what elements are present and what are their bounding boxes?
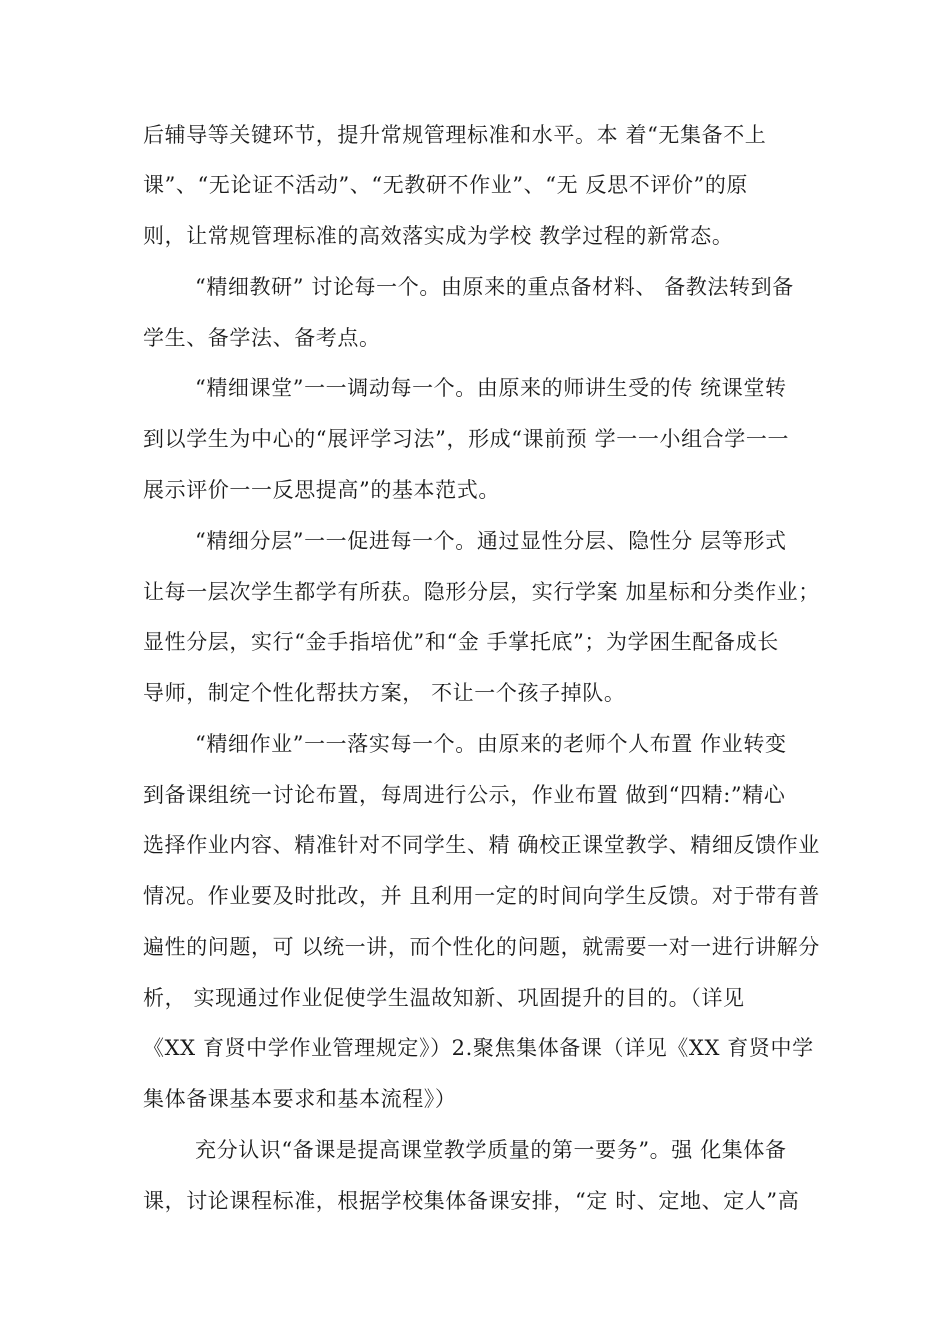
text-line: 让每一层次学生都学有所获。隐形分层，实行学案 加星标和分类作业；: [143, 580, 820, 604]
text-line: 导师，制定个性化帮扶方案， 不让一个孩子掉队。: [143, 681, 626, 705]
text-line: 后辅导等关键环节，提升常规管理标准和水平。本 着“无集备不上: [143, 123, 767, 147]
paragraph-start-line: 充分认识“备课是提高课堂教学质量的第一要务”。强 化集体备: [195, 1138, 787, 1162]
text-line: 课，讨论课程标准，根据学校集体备课安排，“定 时、定地、定人”高: [143, 1189, 800, 1213]
text-line: 则，让常规管理标准的高效落实成为学校 教学过程的新常态。: [143, 224, 734, 248]
text-line: 《XX 育贤中学作业管理规定》）2.聚焦集体备课（详见《XX 育贤中学: [143, 1036, 814, 1060]
paragraph-start-line: “精细作业”一一落实每一个。由原来的老师个人布置 作业转变: [195, 732, 787, 756]
text-line: 情况。作业要及时批改，并 且利用一定的时间向学生反馈。对于带有普: [143, 884, 820, 908]
text-line: 展示评价一一反思提高”的基本范式。: [143, 478, 500, 502]
paragraph-start-line: “精细分层”一一促进每一个。通过显性分层、隐性分 层等形式: [195, 529, 787, 553]
text-line: 到备课组统一讨论布置，每周进行公示，作业布置 做到“四精:”精心: [143, 783, 786, 807]
paragraph-start-line: “精细课堂”一一调动每一个。由原来的师讲生受的传 统课堂转: [195, 376, 787, 400]
text-line: 选择作业内容、精准针对不同学生、精 确校正课堂教学、精细反馈作业: [143, 833, 820, 857]
text-line: 显性分层，实行“金手指培优”和“金 手掌托底”；为学困生配备成长: [143, 630, 779, 654]
text-line: 集体备课基本要求和基本流程》）: [143, 1087, 457, 1111]
text-line: 遍性的问题，可 以统一讲，而个性化的问题，就需要一对一进行讲解分: [143, 935, 820, 959]
paragraph-start-line: “精细教研” 讨论每一个。由原来的重点备材料、 备教法转到备: [195, 275, 794, 299]
text-line: 学生、备学法、备考点。: [143, 326, 381, 350]
text-line: 析， 实现通过作业促使学生温故知新、巩固提升的目的。（详见: [143, 986, 745, 1010]
text-line: 到以学生为中心的“展评学习法”，形成“课前预 学一一小组合学一一: [143, 427, 790, 451]
text-line: 课”、“无论证不活动”、“无教研不作业”、“无 反思不评价”的原: [143, 173, 749, 197]
